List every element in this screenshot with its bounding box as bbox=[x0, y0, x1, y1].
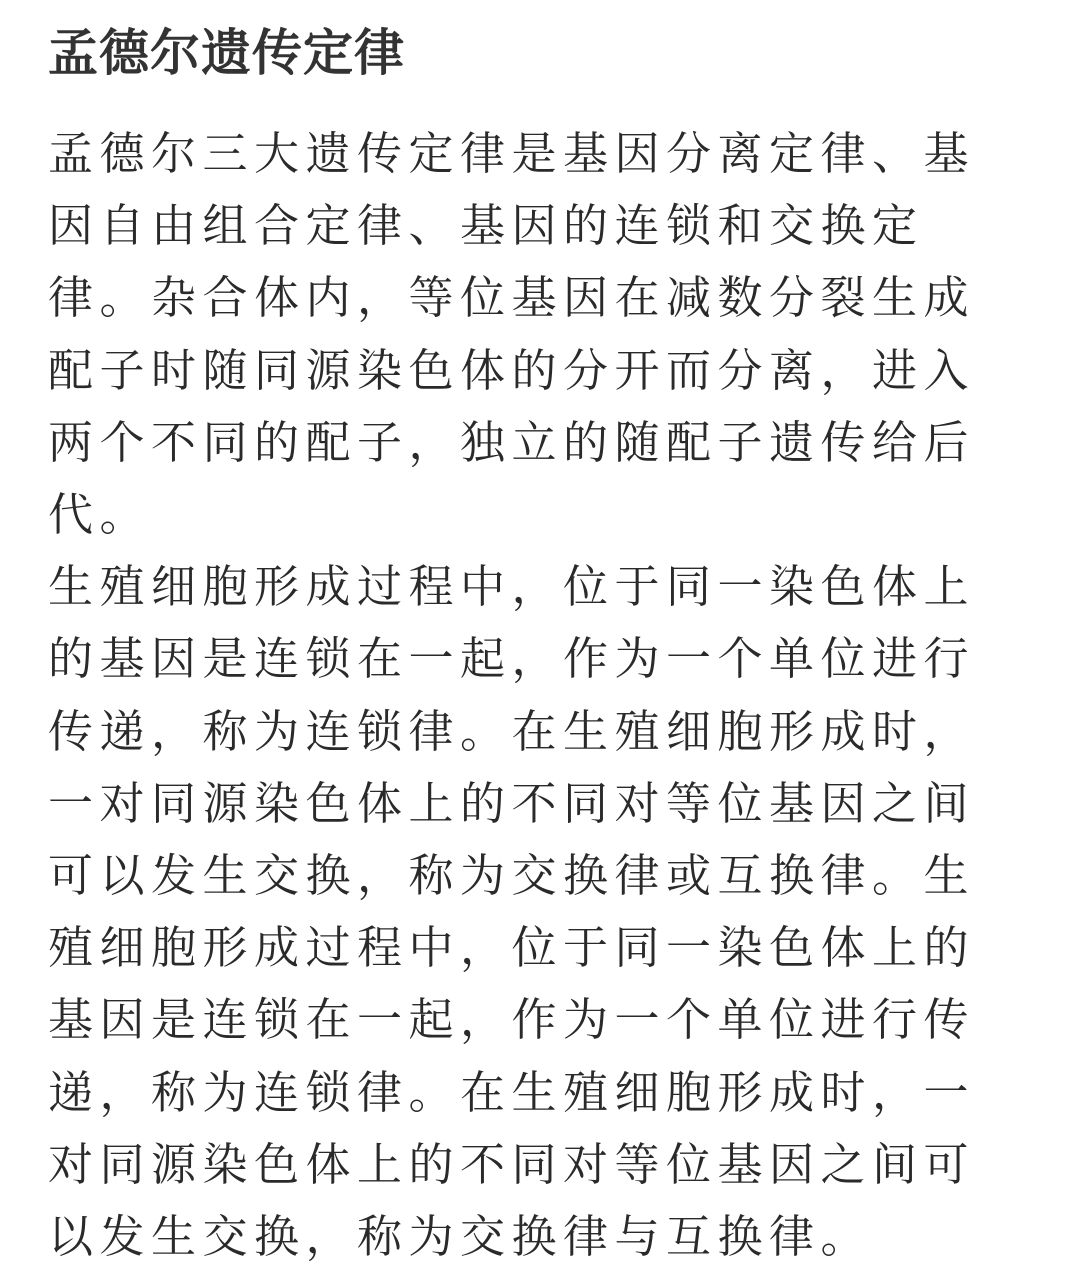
article-title: 孟德尔遗传定律 bbox=[48, 24, 405, 82]
article-body bbox=[48, 118, 1024, 1273]
paragraph-inheritance-laws: 孟德尔三大遗传定律是基因分离定律、基因自由组合定律、基因的连锁和交换定律。杂合体内，等位基因在减数分裂生成配子时随同源染色体的分开而分离，进入两个不同的配子，独立的随配子遗传给后代。 bbox=[48, 127, 976, 542]
paragraph-linkage-crossover: 生殖细胞形成过程中，位于同一染色体上的基因是连锁在一起，作为一个单位进行传递，称为连锁律。在生殖细胞形成时，一对同源染色体上的不同对等位基因之间可以发生交换，称为交换律或互换律。生殖细胞形成过程中，位于同一染色体上的基因是连锁在一起，作为一个单位进行传递，称为连锁律。在生殖细胞形成时，一对同源染色体上的不同对等位基因之间可以发生交换，称为交换律与互换律。 bbox=[48, 560, 976, 1264]
